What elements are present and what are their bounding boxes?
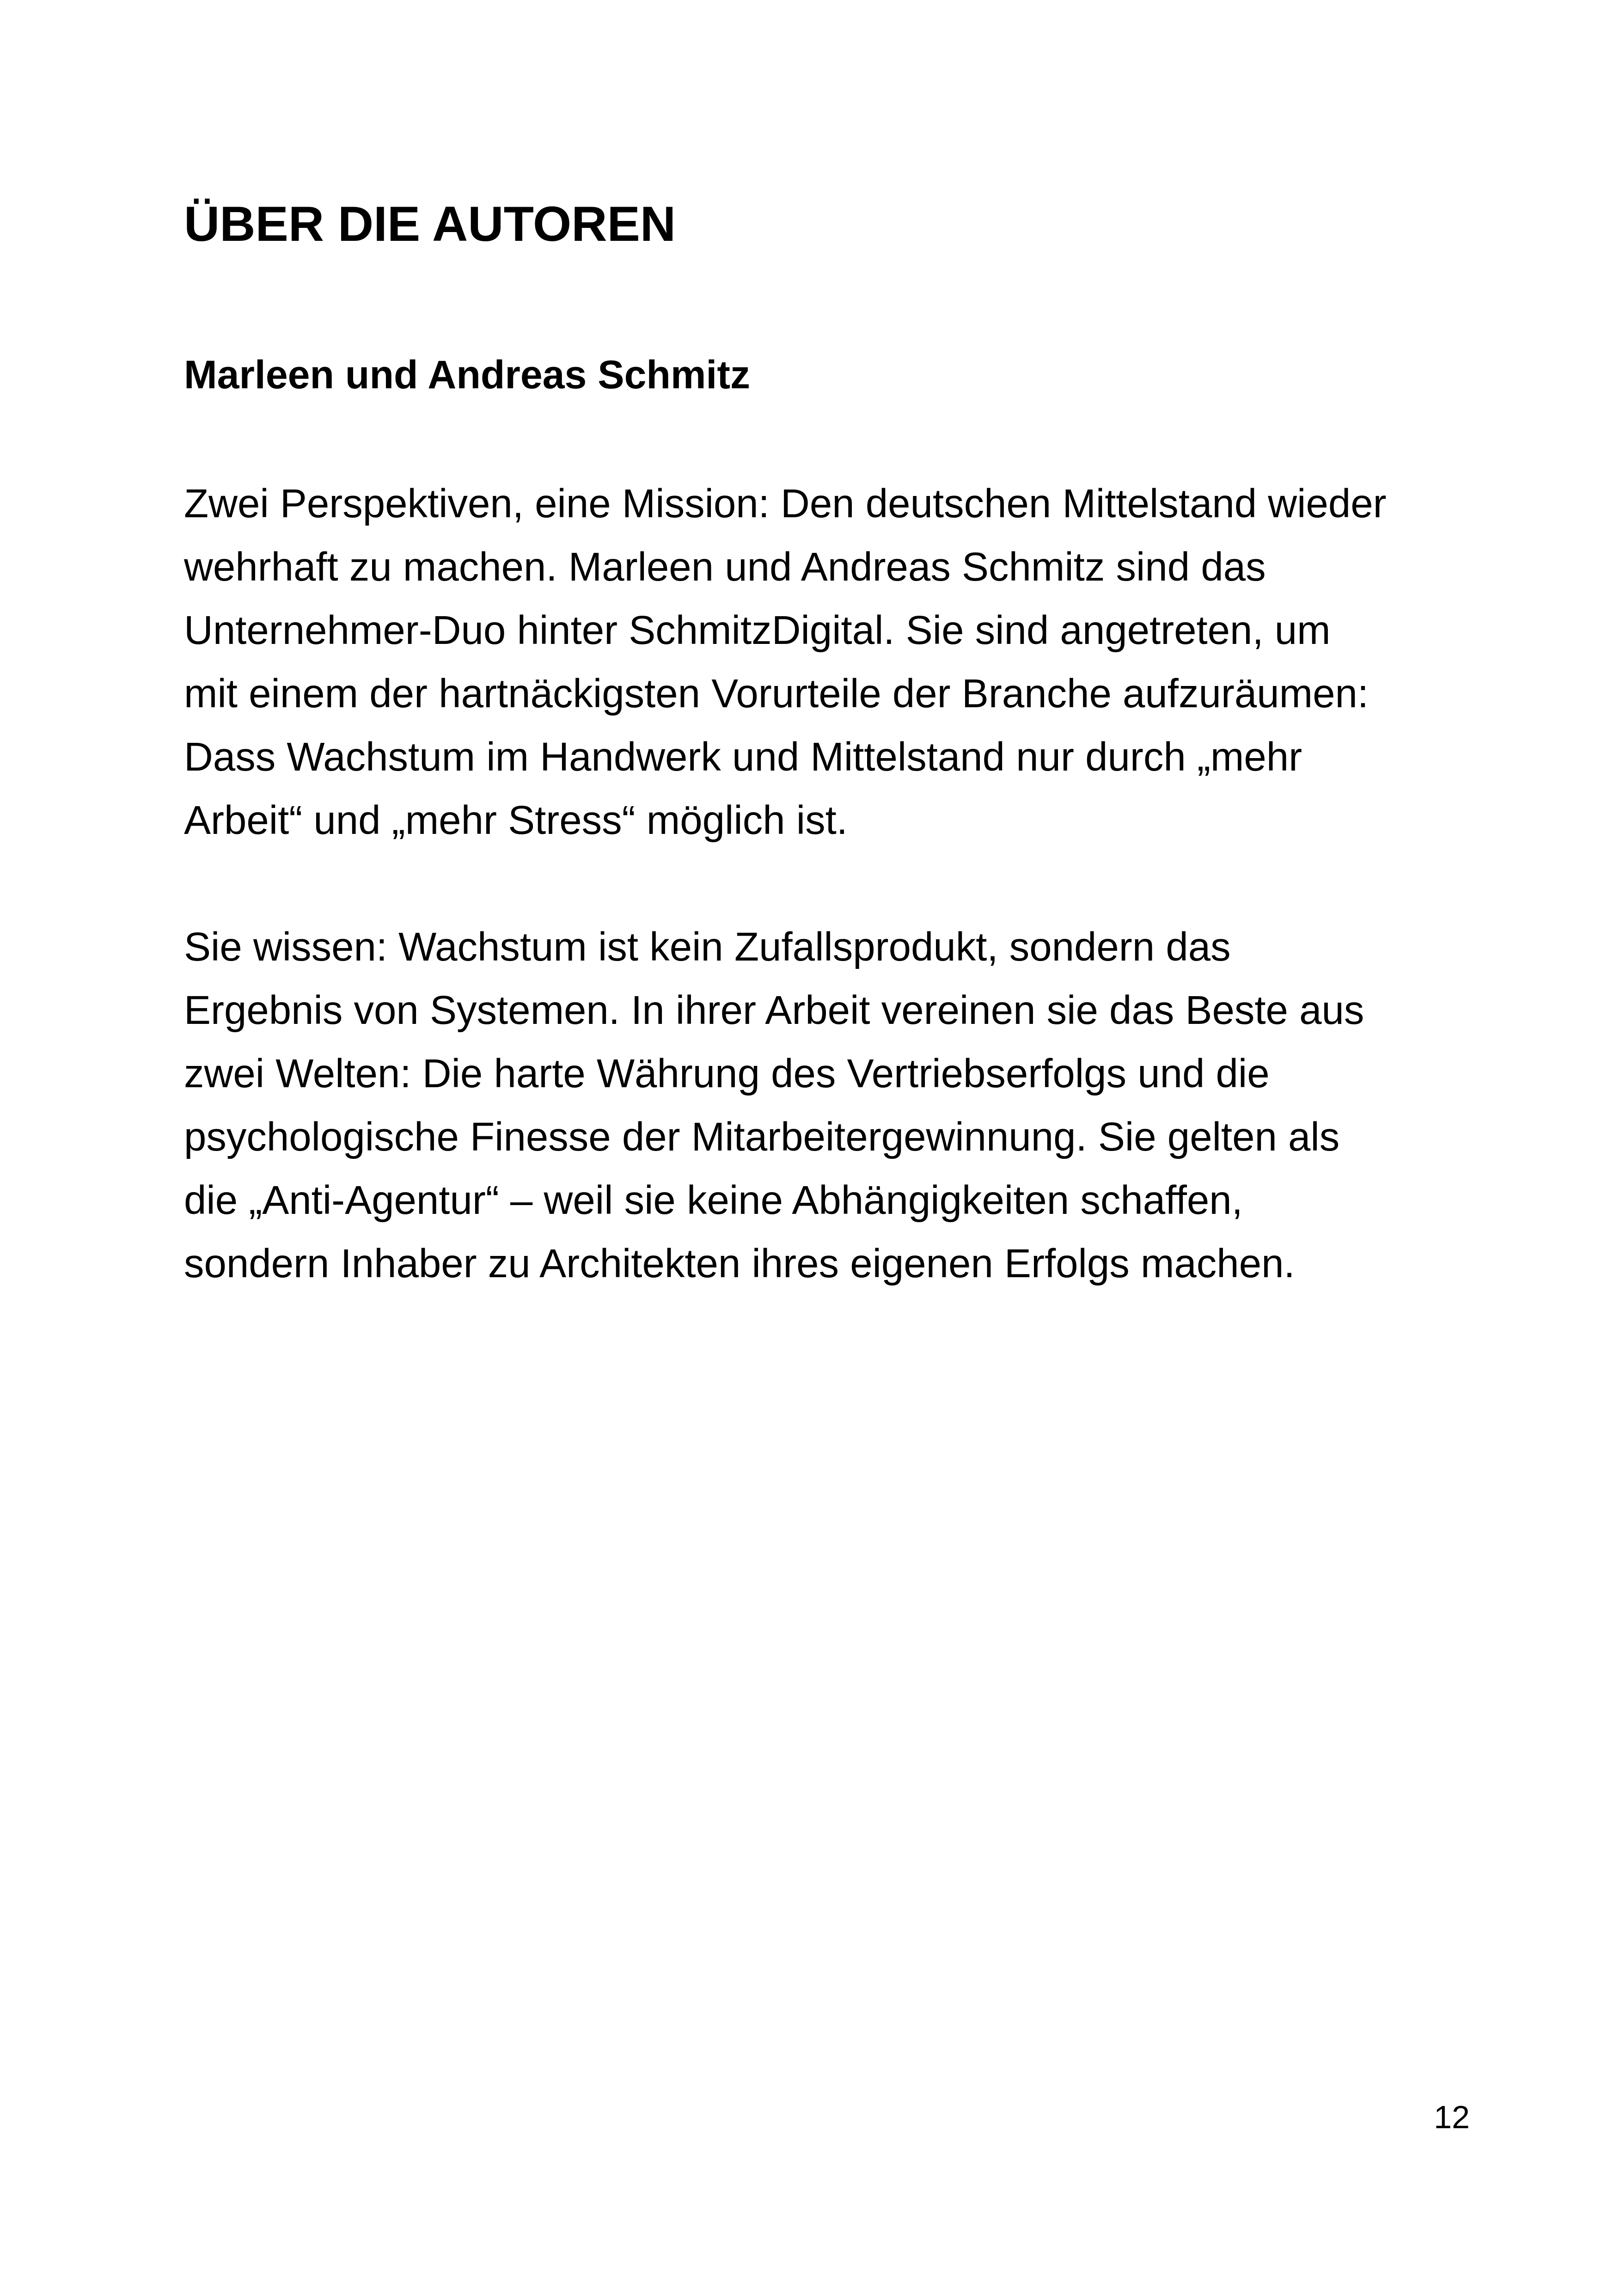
paragraph-mission — [184, 472, 1469, 852]
paragraph-line: sondern Inhaber zu Architekten ihres eigenen Erfolgs machen. — [184, 1241, 1295, 1286]
paragraph-line: Zwei Perspektiven, eine Mission: Den deutschen Mittelstand wieder — [184, 481, 1387, 526]
paragraph-line: wehrhaft zu machen. Marleen und Andreas Schmitz sind das — [184, 544, 1266, 589]
paragraph-line: Ergebnis von Systemen. In ihrer Arbeit vereinen sie das Beste aus — [184, 987, 1364, 1033]
paragraph-systems — [184, 915, 1469, 1295]
author-names-heading: Marleen und Andreas Schmitz — [184, 353, 750, 398]
paragraph-line: Unternehmer-Duo hinter SchmitzDigital. Sie sind angetreten, um — [184, 607, 1331, 653]
paragraph-line: Arbeit“ und „mehr Stress“ möglich ist. — [184, 797, 848, 843]
paragraph-line: Dass Wachstum im Handwerk und Mittelstand nur durch „mehr — [184, 734, 1302, 779]
paragraph-line: die „Anti-Agentur“ – weil sie keine Abhängigkeiten schaffen, — [184, 1177, 1243, 1223]
page-title: ÜBER DIE AUTOREN — [184, 196, 676, 251]
paragraph-line: Sie wissen: Wachstum ist kein Zufallsprodukt, sondern das — [184, 924, 1231, 969]
paragraph-line: mit einem der hartnäckigsten Vorurteile der Branche aufzuräumen: — [184, 671, 1369, 716]
paragraph-line: zwei Welten: Die harte Währung des Vertriebserfolgs und die — [184, 1051, 1270, 1096]
paragraph-line: psychologische Finesse der Mitarbeitergewinnung. Sie gelten als — [184, 1114, 1340, 1159]
page-content — [184, 194, 1469, 1295]
page-number: 12 — [1434, 2099, 1470, 2135]
